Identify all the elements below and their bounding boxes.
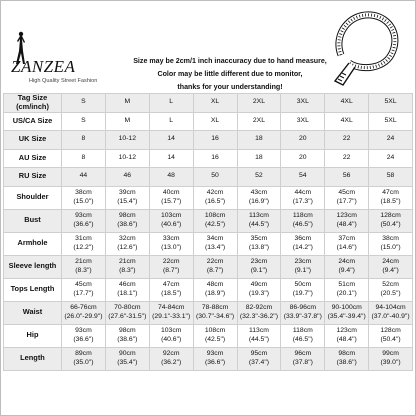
measurement-cell — [149, 232, 193, 255]
measurement-cell — [281, 324, 325, 347]
cm-value: 123cm — [336, 326, 357, 334]
measurement-cell — [325, 186, 369, 209]
inch-value: (15.4") — [117, 197, 138, 205]
measurement-cell — [149, 255, 193, 278]
measurement-cell — [281, 186, 325, 209]
cm-value: 46cm — [119, 280, 136, 288]
measurement-cell — [237, 278, 281, 301]
measurement-cell — [149, 324, 193, 347]
inch-value: (15.0") — [380, 243, 401, 251]
measurement-cell — [193, 324, 237, 347]
cm-value: 45cm — [338, 188, 355, 196]
size-cell: 16 — [193, 131, 237, 150]
measurement-row — [4, 324, 413, 347]
measurement-cell — [325, 255, 369, 278]
cm-value: 23cm — [294, 257, 312, 265]
measurement-cell — [149, 301, 193, 324]
measurement-row — [4, 255, 413, 278]
measurement-cell — [237, 186, 281, 209]
notice-line-3: thanks for your understanding! — [177, 83, 283, 91]
cm-value: 21cm — [119, 257, 136, 265]
size-cell: 4XL — [325, 94, 369, 113]
cm-value: 31cm — [75, 234, 92, 242]
measurement-cell — [62, 232, 106, 255]
cm-value: 22cm — [206, 257, 224, 265]
size-cell: 24 — [369, 149, 413, 168]
measurement-cell — [369, 278, 413, 301]
inch-value: (46.5") — [292, 220, 313, 228]
measurement-row — [4, 232, 413, 255]
size-row — [4, 94, 413, 113]
cm-value: 42cm — [206, 188, 224, 196]
measurement-cell — [325, 324, 369, 347]
cm-value: 93cm — [206, 349, 224, 357]
measurement-cell — [149, 347, 193, 370]
brand-block — [11, 57, 131, 84]
cm-value: 48cm — [206, 280, 224, 288]
size-cell: 20 — [281, 131, 325, 150]
measuring-tape-icon — [327, 7, 407, 91]
cm-value: 49cm — [250, 280, 268, 288]
row-label: Sleeve length — [4, 255, 62, 278]
inch-value: (12.6") — [117, 243, 138, 251]
measurement-cell — [62, 278, 106, 301]
measurement-cell — [325, 209, 369, 232]
inch-value: (9.4") — [338, 266, 355, 274]
inch-value: (13.8") — [248, 243, 270, 251]
cm-value: 45cm — [75, 280, 92, 288]
cm-value: 43cm — [250, 188, 268, 196]
inch-value: (9.4") — [382, 266, 399, 274]
size-row — [4, 112, 413, 131]
measurement-cell — [149, 209, 193, 232]
measurement-cell — [237, 324, 281, 347]
measurement-cell — [105, 255, 149, 278]
cm-value: 93cm — [75, 211, 92, 219]
inch-value: (18.5") — [380, 197, 401, 205]
size-cell: 22 — [325, 131, 369, 150]
notice-line-1: Size may be 2cm/1 inch inaccuracy due to hand measure, — [133, 57, 327, 65]
size-cell: XL — [193, 112, 237, 131]
inch-value: (18.9") — [204, 289, 226, 297]
measurement-cell — [62, 209, 106, 232]
inch-value: (19.3") — [248, 289, 270, 297]
size-cell: 10-12 — [105, 149, 149, 168]
inch-value: (36.6") — [204, 358, 226, 366]
size-cell: 58 — [369, 168, 413, 187]
inch-value: (18.1") — [117, 289, 138, 297]
cm-value: 47cm — [382, 188, 399, 196]
measurement-cell — [193, 301, 237, 324]
size-cell: 16 — [193, 149, 237, 168]
cm-value: 92cm — [162, 349, 180, 357]
measurement-cell — [237, 209, 281, 232]
size-cell: 24 — [369, 131, 413, 150]
cm-value: 118cm — [292, 326, 313, 334]
inch-value: (14.2") — [292, 243, 313, 251]
inch-value: (15.0") — [73, 197, 94, 205]
notice-line-2: Color may be little different due to monitor, — [157, 70, 303, 78]
measurement-cell — [105, 324, 149, 347]
cm-value: 108cm — [204, 211, 226, 219]
cm-value: 108cm — [204, 326, 226, 334]
measurement-cell — [237, 232, 281, 255]
size-cell: M — [105, 94, 149, 113]
inch-value: (50.4") — [380, 335, 401, 343]
size-cell: 2XL — [237, 112, 281, 131]
cm-value: 37cm — [338, 234, 355, 242]
size-table — [3, 93, 413, 371]
inch-value: (40.6") — [161, 220, 182, 228]
cm-value: 38cm — [75, 188, 92, 196]
row-label: AU Size — [4, 149, 62, 168]
inch-value: (26.0"-29.9") — [64, 312, 103, 320]
measurement-cell — [105, 301, 149, 324]
chart-header — [5, 5, 411, 91]
size-row — [4, 149, 413, 168]
size-cell: 10-12 — [105, 131, 149, 150]
measurement-cell — [325, 347, 369, 370]
cm-value: 94-104cm — [375, 303, 406, 311]
inch-value: (42.5") — [204, 220, 226, 228]
inch-value: (16.5") — [204, 197, 226, 205]
size-cell: L — [149, 112, 193, 131]
cm-value: 103cm — [160, 326, 182, 334]
size-cell: 3XL — [281, 112, 325, 131]
cm-value: 113cm — [248, 326, 269, 334]
cm-value: 93cm — [75, 326, 92, 334]
size-cell: 5XL — [369, 94, 413, 113]
measurement-cell — [281, 278, 325, 301]
cm-value: 34cm — [206, 234, 224, 242]
size-cell: 50 — [193, 168, 237, 187]
measurement-cell — [369, 347, 413, 370]
measurement-cell — [369, 232, 413, 255]
inch-value: (20.1") — [336, 289, 357, 297]
measurement-cell — [105, 232, 149, 255]
inch-value: (13.0") — [161, 243, 182, 251]
inch-value: (8.7") — [206, 266, 224, 274]
cm-value: 44cm — [294, 188, 312, 196]
cm-value: 99cm — [382, 349, 399, 357]
cm-value: 74-84cm — [157, 303, 185, 311]
inch-value: (27.6"-31.5") — [108, 312, 147, 320]
cm-value: 40cm — [162, 188, 180, 196]
inch-value: (35.0") — [73, 358, 94, 366]
inch-value: (8.7") — [162, 266, 180, 274]
row-label: Length — [4, 347, 62, 370]
size-cell: 48 — [149, 168, 193, 187]
size-cell: 20 — [281, 149, 325, 168]
size-cell: 18 — [237, 149, 281, 168]
inch-value: (20.5") — [380, 289, 401, 297]
inch-value: (36.6") — [73, 220, 94, 228]
inch-value: (35.4") — [117, 358, 138, 366]
cm-value: 24cm — [338, 257, 355, 265]
inch-value: (8.3") — [75, 266, 92, 274]
inch-value: (13.4") — [204, 243, 226, 251]
cm-value: 47cm — [162, 280, 180, 288]
cm-value: 50cm — [294, 280, 312, 288]
cm-value: 35cm — [250, 234, 268, 242]
cm-value: 21cm — [75, 257, 92, 265]
cm-value: 78-88cm — [201, 303, 229, 311]
inch-value: (38.6") — [117, 220, 138, 228]
inch-value: (37.0"-40.9") — [371, 312, 410, 320]
inch-value: (15.7") — [161, 197, 182, 205]
measurement-cell — [149, 278, 193, 301]
size-cell: 54 — [281, 168, 325, 187]
inch-value: (18.5") — [161, 289, 182, 297]
size-cell: 18 — [237, 131, 281, 150]
cm-value: 66-76cm — [70, 303, 97, 311]
measurement-cell — [325, 301, 369, 324]
measurement-cell — [369, 324, 413, 347]
size-cell: M — [105, 112, 149, 131]
cm-value: 38cm — [382, 234, 399, 242]
inch-value: (29.1"-33.1") — [152, 312, 191, 320]
measurement-cell — [193, 209, 237, 232]
cm-value: 95cm — [250, 349, 268, 357]
cm-value: 90-100cm — [331, 303, 362, 311]
cm-value: 24cm — [382, 257, 399, 265]
inch-value: (8.3") — [119, 266, 136, 274]
measurement-cell — [193, 255, 237, 278]
measurement-cell — [62, 301, 106, 324]
cm-value: 86-96cm — [289, 303, 317, 311]
row-label: Tag Size (cm/inch) — [4, 94, 62, 113]
cm-value: 52cm — [382, 280, 399, 288]
measurement-cell — [369, 301, 413, 324]
measurement-cell — [62, 255, 106, 278]
measurement-cell — [105, 209, 149, 232]
size-cell: 44 — [62, 168, 106, 187]
measurement-cell — [237, 255, 281, 278]
inch-value: (37.4") — [248, 358, 270, 366]
size-cell: 22 — [325, 149, 369, 168]
inch-value: (30.7"-34.6") — [196, 312, 235, 320]
inch-value: (38.6") — [336, 358, 357, 366]
measurement-cell — [62, 324, 106, 347]
inch-value: (17.3") — [292, 197, 313, 205]
measurement-row — [4, 301, 413, 324]
measurement-cell — [105, 186, 149, 209]
cm-value: 123cm — [336, 211, 357, 219]
measurement-row — [4, 186, 413, 209]
measurement-cell — [281, 255, 325, 278]
cm-value: 96cm — [294, 349, 312, 357]
size-cell: S — [62, 112, 106, 131]
cm-value: 128cm — [380, 211, 401, 219]
inch-value: (14.6") — [336, 243, 357, 251]
measurement-cell — [281, 232, 325, 255]
inch-value: (17.7") — [336, 197, 357, 205]
size-cell: 4XL — [325, 112, 369, 131]
measurement-cell — [105, 347, 149, 370]
inch-value: (32.3"-36.2") — [239, 312, 278, 320]
measurement-cell — [281, 209, 325, 232]
size-cell: 46 — [105, 168, 149, 187]
size-cell: 2XL — [237, 94, 281, 113]
measurement-cell — [237, 301, 281, 324]
inch-value: (42.5") — [204, 335, 226, 343]
measurement-cell — [281, 347, 325, 370]
inch-value: (12.2") — [73, 243, 94, 251]
row-label: UK Size — [4, 131, 62, 150]
row-label: Waist — [4, 301, 62, 324]
inch-value: (33.9"-37.8") — [283, 312, 322, 320]
cm-value: 22cm — [162, 257, 180, 265]
row-label: Armhole — [4, 232, 62, 255]
measurement-cell — [193, 186, 237, 209]
cm-value: 128cm — [380, 326, 401, 334]
size-cell: 5XL — [369, 112, 413, 131]
row-label: Shoulder — [4, 186, 62, 209]
size-cell: XL — [193, 94, 237, 113]
inch-value: (50.4") — [380, 220, 401, 228]
row-label: Hip — [4, 324, 62, 347]
row-label: RU Size — [4, 168, 62, 187]
measurement-cell — [105, 278, 149, 301]
inch-value: (16.9") — [248, 197, 270, 205]
measurement-cell — [281, 301, 325, 324]
size-cell: 56 — [325, 168, 369, 187]
inch-value: (44.5") — [248, 220, 270, 228]
cm-value: 82-92cm — [245, 303, 273, 311]
cm-value: 23cm — [250, 257, 268, 265]
inch-value: (36.6") — [73, 335, 94, 343]
cm-value: 36cm — [294, 234, 312, 242]
size-cell: 8 — [62, 149, 106, 168]
cm-value: 118cm — [292, 211, 313, 219]
row-label: US/CA Size — [4, 112, 62, 131]
measurement-cell — [149, 186, 193, 209]
cm-value: 70-80cm — [114, 303, 141, 311]
cm-value: 33cm — [162, 234, 180, 242]
inch-value: (9.1") — [250, 266, 268, 274]
measurement-cell — [193, 347, 237, 370]
brand-tagline: High Quality Street Fashion — [29, 78, 98, 84]
inch-value: (9.1") — [294, 266, 311, 274]
measurement-row — [4, 278, 413, 301]
size-row — [4, 131, 413, 150]
inch-value: (46.5") — [292, 335, 313, 343]
inch-value: (35.4"-39.4") — [327, 312, 366, 320]
cm-value: 39cm — [119, 188, 136, 196]
cm-value: 98cm — [338, 349, 355, 357]
notice-text — [115, 55, 345, 94]
measurement-cell — [193, 278, 237, 301]
cm-value: 32cm — [119, 234, 136, 242]
inch-value: (48.4") — [336, 335, 357, 343]
inch-value: (19.7") — [292, 289, 313, 297]
inch-value: (40.6") — [161, 335, 182, 343]
measurement-row — [4, 209, 413, 232]
row-label: Tops Length — [4, 278, 62, 301]
inch-value: (48.4") — [336, 220, 357, 228]
measurement-cell — [62, 347, 106, 370]
size-cell: 14 — [149, 149, 193, 168]
measurement-cell — [369, 255, 413, 278]
size-row — [4, 168, 413, 187]
size-cell: 52 — [237, 168, 281, 187]
measurement-cell — [325, 278, 369, 301]
inch-value: (36.2") — [161, 358, 182, 366]
size-cell: S — [62, 94, 106, 113]
size-cell: 3XL — [281, 94, 325, 113]
size-cell: 14 — [149, 131, 193, 150]
cm-value: 90cm — [119, 349, 136, 357]
brand-logo: ZANZEA — [11, 57, 76, 76]
measurement-cell — [369, 209, 413, 232]
inch-value: (17.7") — [73, 289, 94, 297]
cm-value: 103cm — [160, 211, 182, 219]
cm-value: 113cm — [248, 211, 269, 219]
cm-value: 98cm — [119, 326, 136, 334]
measurement-cell — [237, 347, 281, 370]
measurement-cell — [325, 232, 369, 255]
inch-value: (39.0") — [380, 358, 401, 366]
inch-value: (37.8") — [292, 358, 313, 366]
inch-value: (44.5") — [248, 335, 270, 343]
size-cell: L — [149, 94, 193, 113]
measurement-cell — [193, 232, 237, 255]
measurement-row — [4, 347, 413, 370]
size-cell: 8 — [62, 131, 106, 150]
cm-value: 98cm — [119, 211, 136, 219]
row-label: Bust — [4, 209, 62, 232]
inch-value: (38.6") — [117, 335, 138, 343]
cm-value: 89cm — [75, 349, 92, 357]
cm-value: 51cm — [338, 280, 355, 288]
measurement-cell — [62, 186, 106, 209]
measurement-cell — [369, 186, 413, 209]
